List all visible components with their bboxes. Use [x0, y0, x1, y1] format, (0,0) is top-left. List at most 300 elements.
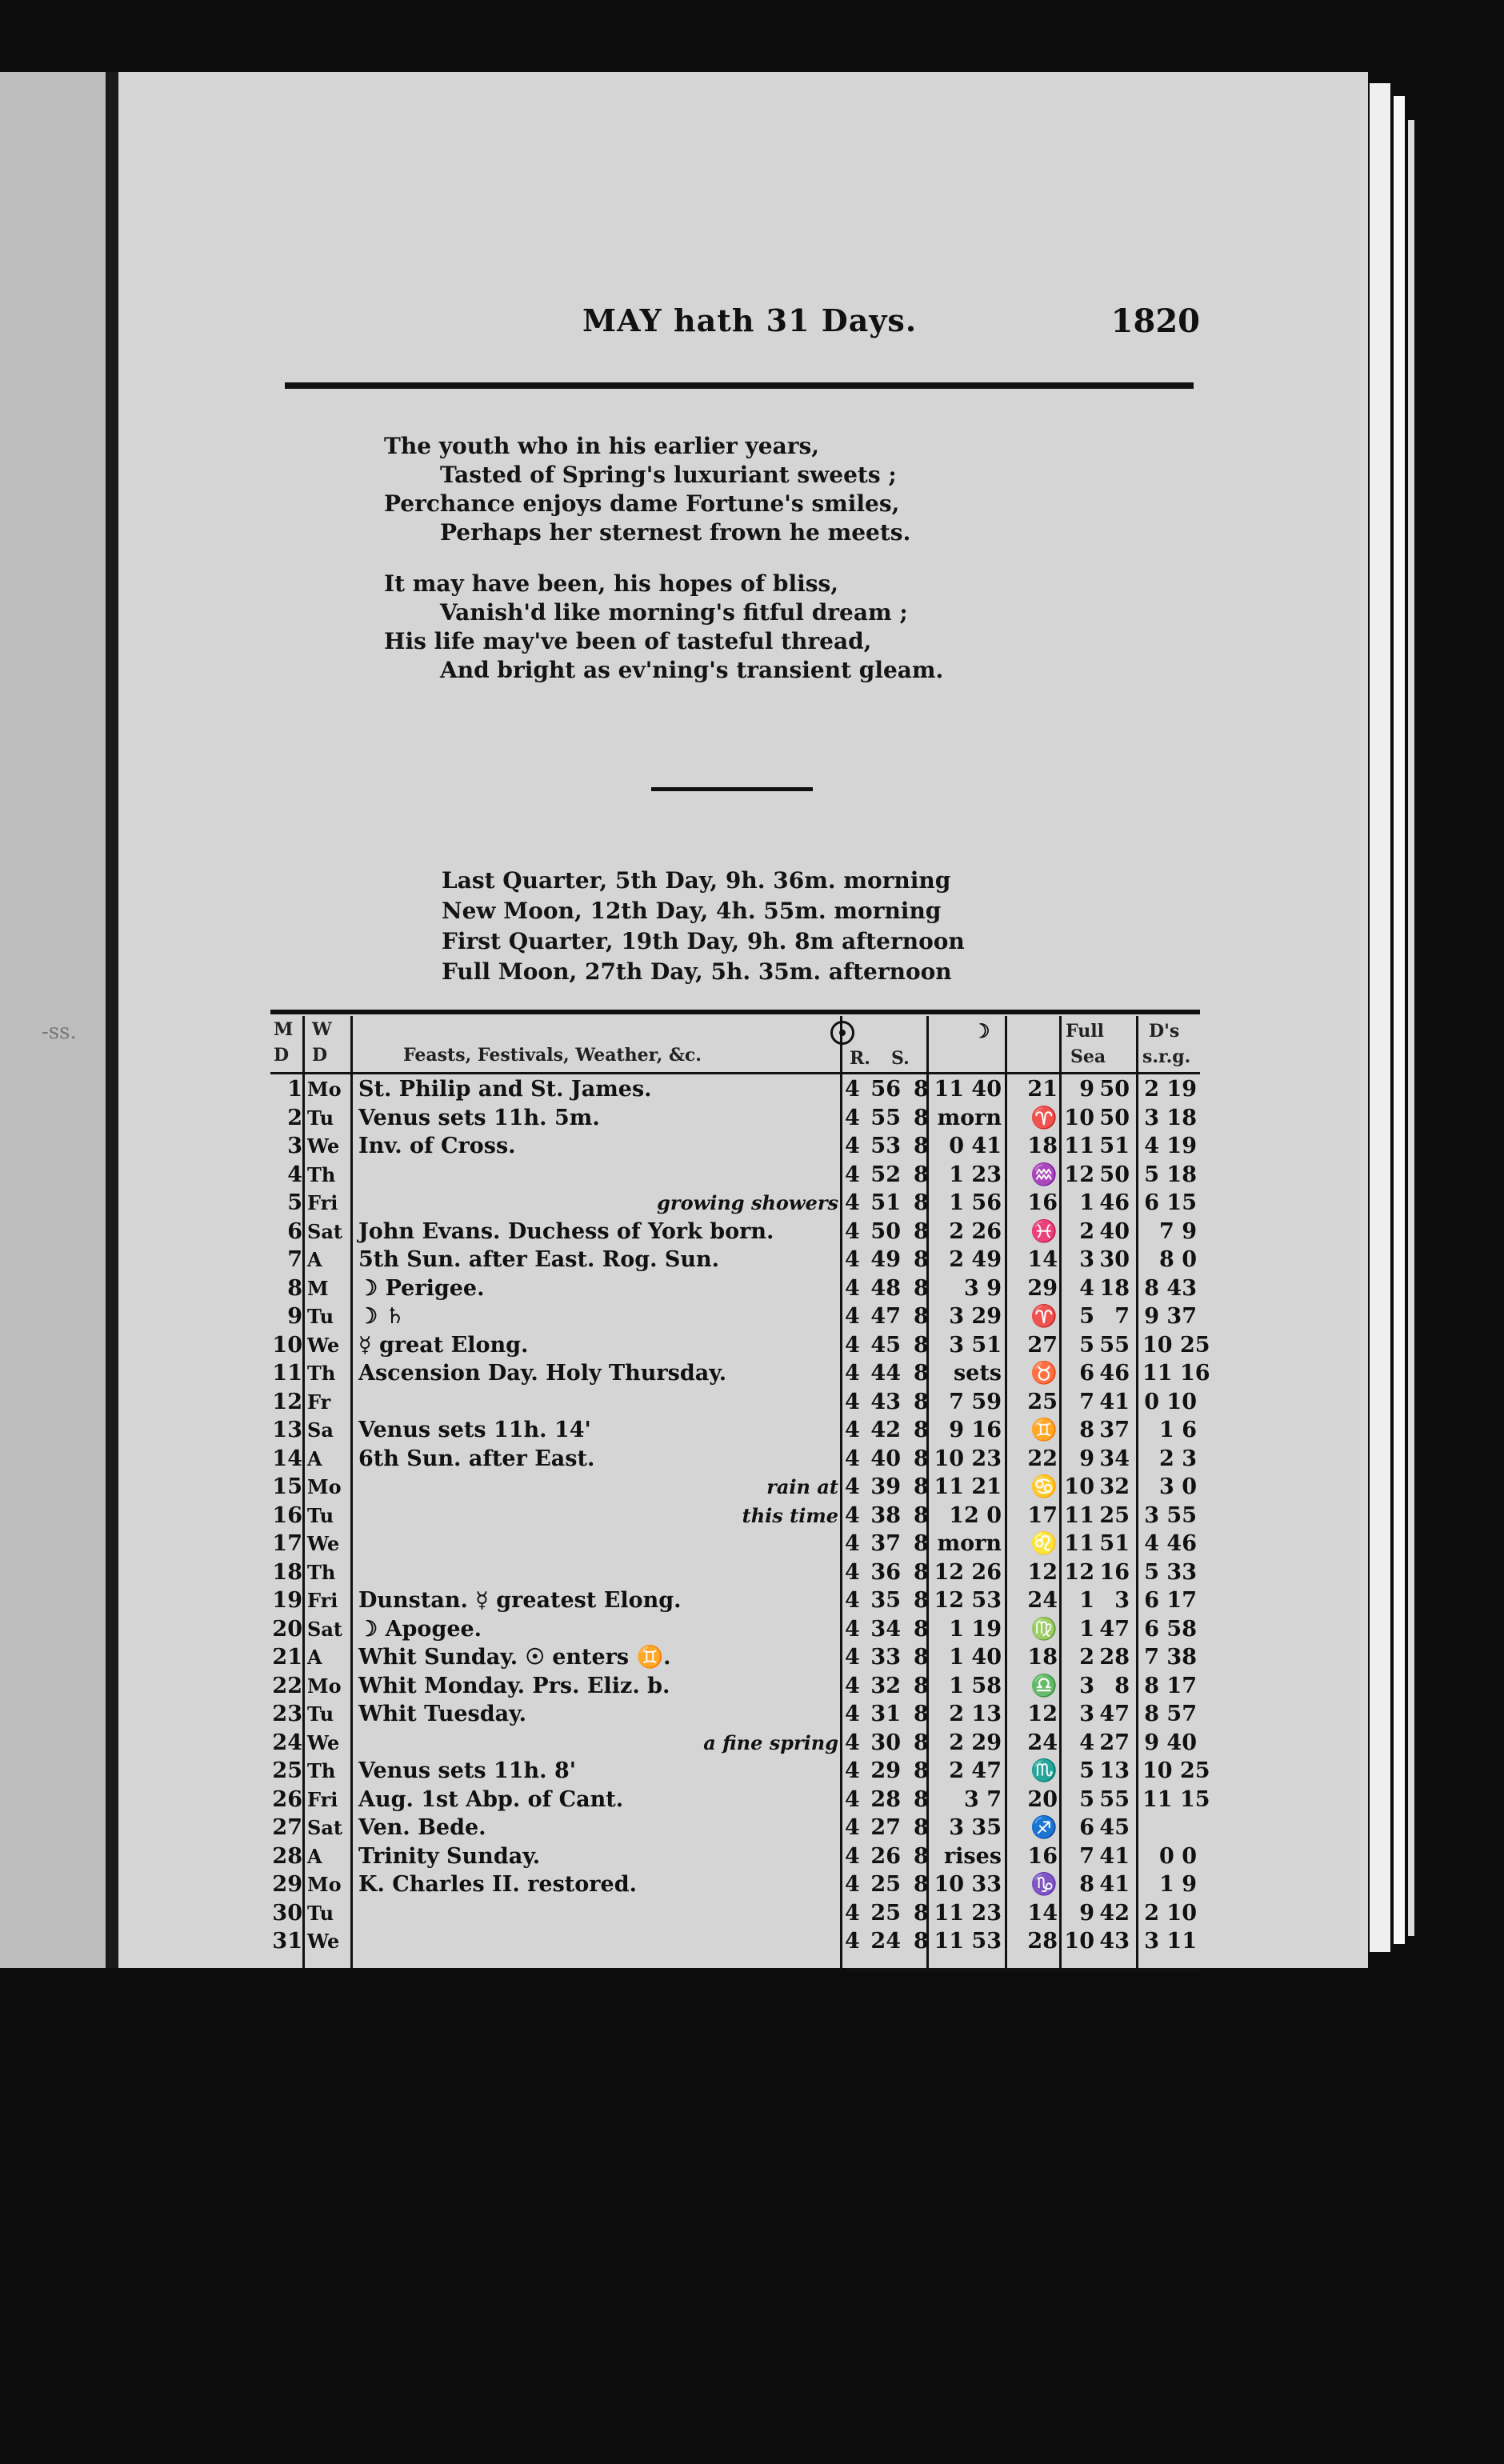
- sunrise-hour: 4: [845, 1786, 860, 1812]
- sunset-hour: 8: [914, 1872, 929, 1897]
- calendar-table: [270, 1010, 1210, 1987]
- full-sea-hour: 8: [1079, 1872, 1094, 1897]
- table-row: [270, 1473, 1200, 1502]
- moon-place: 24: [1027, 1588, 1058, 1613]
- sunset-hour: 8: [914, 1474, 929, 1499]
- sunset-hour: 8: [914, 1815, 929, 1840]
- full-sea-minute: 13: [1099, 1758, 1130, 1783]
- weather-note: growing showers: [657, 1191, 838, 1214]
- moon-southing: 3 11: [1144, 1929, 1197, 1954]
- header-moon-set-top: D's: [1149, 1021, 1180, 1042]
- day-number: 27: [272, 1815, 302, 1840]
- full-sea-hour: 3: [1079, 1702, 1094, 1726]
- sunset-hour: 8: [914, 1843, 929, 1869]
- moon-southing: 1 6: [1159, 1418, 1197, 1442]
- weekday: Tu: [307, 1901, 334, 1925]
- table-top-rule: [270, 1010, 1200, 1014]
- weekday: Sat: [307, 1219, 342, 1243]
- day-number: 14: [272, 1446, 302, 1471]
- weekday: Th: [307, 1362, 336, 1385]
- moon-southing: 0 10: [1144, 1389, 1197, 1414]
- sunrise-minute: 33: [870, 1645, 901, 1670]
- event: ☽ Perigee.: [358, 1275, 485, 1301]
- moon-place: 17: [1027, 1502, 1058, 1528]
- weekday: We: [307, 1333, 340, 1357]
- sunrise-hour: 4: [845, 1275, 860, 1301]
- poem-line: It may have been, his hopes of bliss,: [384, 570, 838, 597]
- moon-place: ♎: [1030, 1673, 1058, 1698]
- moon-place: 24: [1027, 1730, 1058, 1755]
- weekday: Sat: [307, 1816, 342, 1839]
- sunset-hour: 8: [914, 1559, 929, 1585]
- moon-place: 21: [1027, 1077, 1058, 1102]
- event: Whit Monday. Prs. Eliz. b.: [358, 1673, 670, 1698]
- sunrise-minute: 31: [870, 1702, 901, 1726]
- header-sun-label: R.: [850, 1048, 870, 1069]
- day-number: 30: [272, 1900, 302, 1926]
- event: Trinity Sunday.: [358, 1843, 541, 1869]
- day-number: 22: [272, 1673, 302, 1698]
- day-number: 17: [272, 1531, 302, 1556]
- sunrise-hour: 4: [845, 1418, 860, 1442]
- moon-southing: 7 9: [1159, 1218, 1197, 1244]
- full-sea-hour: 4: [1079, 1275, 1094, 1301]
- moon-rise: 2 29: [949, 1730, 1002, 1755]
- sunset-hour: 8: [914, 1275, 929, 1301]
- sunrise-hour: 4: [845, 1900, 860, 1926]
- moon-place: 14: [1027, 1247, 1058, 1272]
- moon-southing: 4 19: [1144, 1134, 1197, 1158]
- poem-line: His life may've been of tasteful thread,: [384, 628, 872, 654]
- moon-place: ♉: [1030, 1361, 1058, 1386]
- weekday: Sa: [307, 1418, 334, 1442]
- day-number: 5: [287, 1190, 302, 1215]
- table-row: [270, 1757, 1210, 1786]
- event: Venus sets 11h. 8': [358, 1758, 577, 1783]
- page-edge: [1394, 96, 1405, 1944]
- table-row: [270, 1302, 1200, 1331]
- moon-phase-line: New Moon, 12th Day, 4h. 55m. morning: [442, 898, 942, 924]
- moon-southing: 3 18: [1144, 1105, 1197, 1130]
- header-events: Feasts, Festivals, Weather, &c.: [403, 1045, 702, 1066]
- moon-rise: sets: [953, 1361, 1002, 1386]
- moon-rise: morn: [937, 1531, 1002, 1556]
- moon-rise: 12 0: [949, 1502, 1002, 1528]
- sunset-hour: 8: [914, 1730, 929, 1755]
- weekday: Fr: [307, 1390, 331, 1414]
- sunset-hour: 8: [914, 1673, 929, 1698]
- table-row: [270, 1558, 1200, 1587]
- book-spine: [106, 72, 118, 1968]
- sunset-hour: 8: [914, 1162, 929, 1187]
- moon-rise: 1 23: [949, 1162, 1002, 1187]
- moon-rise: 7 59: [949, 1389, 1002, 1414]
- full-sea-hour: 5: [1079, 1758, 1094, 1783]
- full-sea-hour: 10: [1064, 1474, 1094, 1499]
- event: St. Philip and St. James.: [358, 1077, 652, 1102]
- moon-rise: 10 23: [934, 1446, 1002, 1471]
- moon-place: 16: [1027, 1190, 1058, 1215]
- full-sea-hour: 5: [1079, 1786, 1094, 1812]
- moon-southing: 9 37: [1144, 1304, 1197, 1329]
- full-sea-hour: 9: [1079, 1446, 1094, 1471]
- moon-place: ♒: [1030, 1162, 1058, 1187]
- sunrise-minute: 36: [870, 1559, 901, 1585]
- sunrise-minute: 28: [870, 1786, 901, 1812]
- sunset-hour: 8: [914, 1218, 929, 1244]
- full-sea-minute: 46: [1099, 1190, 1130, 1215]
- moon-phases: [442, 866, 1082, 987]
- moon-southing: 2 19: [1144, 1077, 1197, 1102]
- sunset-hour: 8: [914, 1645, 929, 1670]
- moon-southing: 8 43: [1144, 1275, 1197, 1301]
- day-number: 12: [272, 1389, 302, 1414]
- sunrise-hour: 4: [845, 1361, 860, 1386]
- moon-rise: 3 29: [949, 1304, 1002, 1329]
- full-sea-minute: 50: [1099, 1162, 1130, 1187]
- sunset-hour: 8: [914, 1446, 929, 1471]
- full-sea-hour: 6: [1079, 1815, 1094, 1840]
- table-row: [270, 1729, 1200, 1758]
- event: 6th Sun. after East.: [358, 1446, 595, 1471]
- weekday: We: [307, 1134, 340, 1158]
- table-row: [270, 1445, 1200, 1474]
- moon-place: 12: [1027, 1702, 1058, 1726]
- header-md-bottom: D: [274, 1045, 290, 1066]
- table-row: [270, 1104, 1200, 1133]
- moon-southing: 6 17: [1144, 1588, 1197, 1613]
- event: Inv. of Cross.: [358, 1134, 516, 1158]
- full-sea-minute: 41: [1099, 1872, 1130, 1897]
- moon-rise: 12 53: [934, 1588, 1002, 1613]
- full-sea-minute: 55: [1099, 1786, 1130, 1812]
- day-number: 3: [287, 1134, 302, 1158]
- day-number: 6: [287, 1218, 302, 1244]
- table-bottom-rule: [846, 1968, 1200, 1971]
- moon-rise: 1 19: [949, 1616, 1002, 1642]
- sunset-hour: 8: [914, 1418, 929, 1442]
- table-row: [270, 1161, 1200, 1190]
- moon-place: 14: [1027, 1900, 1058, 1926]
- weather-note: rain at: [766, 1475, 838, 1498]
- event: Ven. Bede.: [358, 1815, 486, 1840]
- sunrise-hour: 4: [845, 1588, 860, 1613]
- sunset-hour: 8: [914, 1758, 929, 1783]
- weekday: Tu: [307, 1702, 334, 1726]
- full-sea-minute: 7: [1114, 1304, 1130, 1329]
- day-number: 29: [272, 1872, 302, 1897]
- header-full-sea-bottom: Sea: [1070, 1046, 1106, 1067]
- moon-southing: 3 0: [1159, 1474, 1197, 1499]
- moon-place: ♈: [1030, 1304, 1058, 1329]
- full-sea-minute: 51: [1099, 1134, 1130, 1158]
- table-row: [270, 1189, 1200, 1218]
- sunset-hour: 8: [914, 1786, 929, 1812]
- full-sea-hour: 7: [1079, 1843, 1094, 1869]
- sunrise-minute: 44: [870, 1361, 901, 1386]
- sunrise-hour: 4: [845, 1105, 860, 1130]
- moon-place: 25: [1027, 1389, 1058, 1414]
- sunset-hour: 8: [914, 1134, 929, 1158]
- sunrise-minute: 53: [870, 1134, 901, 1158]
- header-wd-top: W: [312, 1019, 332, 1040]
- sunrise-minute: 48: [870, 1275, 901, 1301]
- moon-rise: 1 58: [949, 1673, 1002, 1698]
- moon-rise: morn: [937, 1105, 1002, 1130]
- moon-place: ♍: [1030, 1616, 1058, 1642]
- moon-southing: 9 40: [1144, 1730, 1197, 1755]
- moon-rise: 11 53: [934, 1929, 1002, 1954]
- sunset-hour: 8: [914, 1900, 929, 1926]
- table-row: [270, 1700, 1200, 1729]
- sunset-hour: 8: [914, 1502, 929, 1528]
- day-number: 26: [272, 1786, 302, 1812]
- moon-southing: 6 58: [1144, 1616, 1197, 1642]
- sunrise-hour: 4: [845, 1446, 860, 1471]
- full-sea-minute: 37: [1099, 1418, 1130, 1442]
- event: K. Charles II. restored.: [358, 1872, 637, 1897]
- weekday: Mo: [307, 1674, 342, 1698]
- sunrise-minute: 39: [870, 1474, 901, 1499]
- table-row: [270, 1586, 1200, 1615]
- day-number: 1: [287, 1077, 302, 1102]
- moon-southing: 5 33: [1144, 1559, 1197, 1585]
- page-title: MAY hath 31 Days.: [582, 302, 918, 338]
- sunset-hour: 8: [914, 1531, 929, 1556]
- moon-place: ♏: [1030, 1758, 1058, 1783]
- full-sea-hour: 9: [1079, 1077, 1094, 1102]
- full-sea-minute: 32: [1099, 1474, 1130, 1499]
- day-number: 28: [272, 1843, 302, 1869]
- header-wd-bottom: D: [312, 1045, 328, 1066]
- full-sea-minute: 51: [1099, 1531, 1130, 1556]
- page-edge: [1408, 120, 1414, 1936]
- moon-southing: 3 55: [1144, 1502, 1197, 1528]
- sunrise-hour: 4: [845, 1929, 860, 1954]
- sunrise-minute: 55: [870, 1105, 901, 1130]
- weekday: Fri: [307, 1787, 338, 1811]
- moon-southing: 10 25: [1142, 1332, 1210, 1358]
- full-sea-minute: 30: [1099, 1247, 1130, 1272]
- moon-rise: 3 7: [964, 1786, 1002, 1812]
- event: Ascension Day. Holy Thursday.: [358, 1361, 727, 1386]
- poem-line: Tasted of Spring's luxuriant sweets ;: [440, 462, 897, 488]
- table-row: [270, 1075, 1200, 1104]
- full-sea-minute: 3: [1114, 1588, 1130, 1613]
- weekday: Tu: [307, 1106, 334, 1130]
- header-md-top: M: [274, 1019, 294, 1040]
- event: John Evans. Duchess of York born.: [358, 1218, 774, 1244]
- day-number: 20: [272, 1616, 302, 1642]
- day-number: 4: [287, 1162, 302, 1187]
- sunrise-hour: 4: [845, 1502, 860, 1528]
- poem-line: Perchance enjoys dame Fortune's smiles,: [384, 490, 900, 517]
- sunrise-hour: 4: [845, 1332, 860, 1358]
- weekday: Th: [307, 1162, 336, 1186]
- sunrise-hour: 4: [845, 1872, 860, 1897]
- sunrise-minute: 25: [870, 1872, 901, 1897]
- table-row: [270, 1786, 1210, 1814]
- full-sea-minute: 50: [1099, 1077, 1130, 1102]
- sunset-hour: 8: [914, 1929, 929, 1954]
- table-row: [270, 1331, 1210, 1360]
- moon-place: 18: [1027, 1645, 1058, 1670]
- sunrise-hour: 4: [845, 1162, 860, 1187]
- table-row: [270, 1388, 1200, 1417]
- moon-place: ♋: [1030, 1474, 1058, 1499]
- moon-rise: 11 21: [934, 1474, 1002, 1499]
- full-sea-hour: 6: [1079, 1361, 1094, 1386]
- weekday: Mo: [307, 1078, 342, 1101]
- sunrise-hour: 4: [845, 1077, 860, 1102]
- weekday: A: [307, 1248, 322, 1271]
- poem: [384, 432, 1024, 685]
- day-number: 11: [272, 1361, 302, 1386]
- sunrise-minute: 42: [870, 1418, 901, 1442]
- moon-place: ♌: [1030, 1531, 1058, 1556]
- event: Venus sets 11h. 14': [358, 1418, 591, 1442]
- sunset-hour: 8: [914, 1332, 929, 1358]
- table-body: [270, 1075, 1210, 1956]
- weekday: Fri: [307, 1191, 338, 1214]
- weekday: A: [307, 1646, 322, 1669]
- sunrise-minute: 25: [870, 1900, 901, 1926]
- sunrise-hour: 4: [845, 1616, 860, 1642]
- full-sea-minute: 42: [1099, 1900, 1130, 1926]
- sunrise-minute: 50: [870, 1218, 901, 1244]
- full-sea-minute: 41: [1099, 1389, 1130, 1414]
- weather-note: this time: [742, 1503, 838, 1527]
- moon-place: 22: [1027, 1446, 1058, 1471]
- full-sea-hour: 10: [1064, 1929, 1094, 1954]
- sunrise-hour: 4: [845, 1843, 860, 1869]
- sunset-hour: 8: [914, 1105, 929, 1130]
- moon-southing: 8 17: [1144, 1673, 1197, 1698]
- moon-rise: 3 51: [949, 1332, 1002, 1358]
- moon-phase-line: Last Quarter, 5th Day, 9h. 36m. morning: [442, 867, 951, 894]
- sunset-hour: 8: [914, 1588, 929, 1613]
- full-sea-minute: 27: [1099, 1730, 1130, 1755]
- table-row: [270, 1615, 1200, 1644]
- full-sea-minute: 28: [1099, 1645, 1130, 1670]
- table-row: [270, 1132, 1200, 1161]
- table-row: [270, 1274, 1200, 1303]
- sunrise-minute: 45: [870, 1332, 901, 1358]
- full-sea-minute: 50: [1099, 1105, 1130, 1130]
- weekday: Mo: [307, 1475, 342, 1498]
- full-sea-hour: 12: [1064, 1559, 1094, 1585]
- table-row: [270, 1927, 1200, 1956]
- moon-southing: 10 25: [1142, 1758, 1210, 1783]
- sunrise-hour: 4: [845, 1531, 860, 1556]
- moon-phase-line: First Quarter, 19th Day, 9h. 8m afternoon: [442, 928, 965, 954]
- sunrise-hour: 4: [845, 1304, 860, 1329]
- weekday: Tu: [307, 1503, 334, 1527]
- moon-place: ♓: [1030, 1218, 1058, 1244]
- sunrise-hour: 4: [845, 1190, 860, 1215]
- moon-southing: 11 15: [1142, 1786, 1210, 1812]
- header-moon-set-bottom: s.r.g.: [1142, 1046, 1191, 1067]
- event: Whit Tuesday.: [358, 1702, 527, 1726]
- sunrise-minute: 38: [870, 1502, 901, 1528]
- sunset-hour: 8: [914, 1247, 929, 1272]
- moon-place: ♊: [1030, 1418, 1058, 1442]
- sunrise-minute: 29: [870, 1758, 901, 1783]
- moon-place: 27: [1027, 1332, 1058, 1358]
- moon-rise: 1 40: [949, 1645, 1002, 1670]
- moon-place: 29: [1027, 1275, 1058, 1301]
- full-sea-minute: 40: [1099, 1218, 1130, 1244]
- full-sea-hour: 2: [1079, 1645, 1094, 1670]
- sunrise-hour: 4: [845, 1389, 860, 1414]
- page-year: 1820: [1110, 302, 1200, 340]
- full-sea-minute: 45: [1099, 1815, 1130, 1840]
- facing-page-mark: -ss.: [42, 1020, 77, 1044]
- full-sea-hour: 11: [1064, 1134, 1094, 1158]
- sun-icon: [830, 1021, 854, 1045]
- header-full-sea-top: Full: [1066, 1021, 1104, 1042]
- sunrise-hour: 4: [845, 1702, 860, 1726]
- sunrise-minute: 27: [870, 1815, 901, 1840]
- full-sea-hour: 11: [1064, 1531, 1094, 1556]
- weekday: Sat: [307, 1617, 342, 1641]
- moon-southing: 6 15: [1144, 1190, 1197, 1215]
- full-sea-hour: 12: [1064, 1162, 1094, 1187]
- moon-place: 20: [1027, 1786, 1058, 1812]
- moon-southing: 2 10: [1144, 1900, 1197, 1926]
- moon-southing: 8 57: [1144, 1702, 1197, 1726]
- sunrise-hour: 4: [845, 1645, 860, 1670]
- weekday: Th: [307, 1759, 336, 1782]
- sunrise-hour: 4: [845, 1815, 860, 1840]
- sunset-hour: 8: [914, 1361, 929, 1386]
- sunrise-minute: 37: [870, 1531, 901, 1556]
- page-header: [448, 298, 1200, 346]
- table-row: [270, 1530, 1200, 1558]
- full-sea-minute: 18: [1099, 1275, 1130, 1301]
- poem-line: Perhaps her sternest frown he meets.: [440, 519, 911, 546]
- event: ☽ Apogee.: [358, 1616, 482, 1642]
- moon-place: 18: [1027, 1134, 1058, 1158]
- full-sea-minute: 16: [1099, 1559, 1130, 1585]
- sunset-hour: 8: [914, 1389, 929, 1414]
- full-sea-minute: 55: [1099, 1332, 1130, 1358]
- table-row: [270, 1814, 1200, 1842]
- full-sea-minute: 43: [1099, 1929, 1130, 1954]
- table-row: [270, 1359, 1210, 1388]
- day-number: 2: [287, 1105, 302, 1130]
- moon-phase-line: Full Moon, 27th Day, 5h. 35m. afternoon: [442, 958, 952, 985]
- event: Venus sets 11h. 5m.: [358, 1105, 600, 1130]
- sunrise-hour: 4: [845, 1474, 860, 1499]
- day-number: 18: [272, 1559, 302, 1585]
- full-sea-hour: 5: [1079, 1332, 1094, 1358]
- sunrise-hour: 4: [845, 1218, 860, 1244]
- poem-line: The youth who in his earlier years,: [384, 433, 820, 459]
- moon-place: ♐: [1030, 1815, 1058, 1840]
- moon-rise: 2 26: [949, 1218, 1002, 1244]
- full-sea-hour: 9: [1079, 1900, 1094, 1926]
- sunrise-minute: 35: [870, 1588, 901, 1613]
- full-sea-minute: 46: [1099, 1361, 1130, 1386]
- weekday: Fri: [307, 1589, 338, 1612]
- day-number: 21: [272, 1645, 302, 1670]
- moon-rise: 0 41: [949, 1134, 1002, 1158]
- table-row: [270, 1870, 1200, 1899]
- sunset-hour: 8: [914, 1190, 929, 1215]
- moon-southing: 0 0: [1159, 1843, 1197, 1869]
- moon-southing: 4 46: [1144, 1531, 1197, 1556]
